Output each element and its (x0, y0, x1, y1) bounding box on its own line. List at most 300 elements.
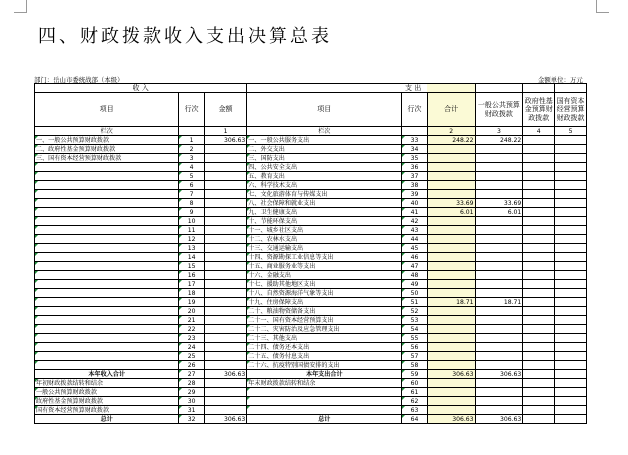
expense-rowno-cell[interactable]: 58 (402, 361, 427, 370)
general-budget-cell[interactable] (475, 253, 523, 262)
income-rowno-cell[interactable]: 20 (179, 307, 204, 316)
state-capital-cell[interactable] (555, 226, 587, 235)
state-capital-cell[interactable] (555, 415, 587, 424)
general-budget-cell[interactable] (475, 325, 523, 334)
income-item-cell[interactable] (35, 253, 179, 262)
expense-rowno-cell[interactable]: 62 (402, 397, 427, 406)
state-capital-cell[interactable] (555, 316, 587, 325)
income-item-cell[interactable] (35, 334, 179, 343)
expense-item-cell[interactable]: 十二、农林水支出 (247, 235, 402, 244)
fund-budget-cell[interactable] (523, 226, 555, 235)
state-capital-cell[interactable] (555, 217, 587, 226)
income-rowno-cell[interactable]: 7 (179, 190, 204, 199)
income-rowno-header[interactable]: 行次 (179, 93, 204, 127)
general-budget-cell[interactable] (475, 145, 523, 154)
state-capital-cell[interactable] (555, 190, 587, 199)
income-amount-cell[interactable] (204, 397, 246, 406)
income-rowno-cell[interactable]: 9 (179, 208, 204, 217)
income-amount-cell[interactable] (204, 343, 246, 352)
total-cell[interactable] (427, 154, 475, 163)
income-item-cell[interactable] (35, 208, 179, 217)
income-item-cell[interactable] (35, 289, 179, 298)
general-budget-cell[interactable] (475, 352, 523, 361)
expense-rowno-cell[interactable]: 46 (402, 253, 427, 262)
state-capital-cell[interactable] (555, 262, 587, 271)
income-amount-cell[interactable] (204, 388, 246, 397)
column-number-3[interactable]: 3 (475, 127, 523, 136)
income-amount-cell[interactable] (204, 244, 246, 253)
expense-item-cell[interactable]: 七、文化旅游体育与传媒支出 (247, 190, 402, 199)
income-rowno-cell[interactable]: 15 (179, 262, 204, 271)
total-cell[interactable] (427, 343, 475, 352)
expense-rowno-cell[interactable]: 39 (402, 190, 427, 199)
fund-budget-cell[interactable] (523, 352, 555, 361)
income-item-cell[interactable] (35, 190, 179, 199)
income-amount-cell[interactable] (204, 163, 246, 172)
income-amount-cell[interactable] (204, 262, 246, 271)
total-cell[interactable] (427, 235, 475, 244)
fund-budget-cell[interactable] (523, 181, 555, 190)
state-capital-cell[interactable] (555, 379, 587, 388)
expense-item-cell[interactable]: 二十六、抗疫特别国债安排的支出 (247, 361, 402, 370)
expense-header-fill[interactable] (523, 84, 555, 93)
income-item-cell[interactable] (35, 361, 179, 370)
expense-item-cell[interactable]: 总计 (247, 415, 402, 424)
expense-rowno-header[interactable]: 行次 (402, 93, 427, 127)
income-rowno-cell[interactable]: 16 (179, 271, 204, 280)
fund-budget-cell[interactable] (523, 190, 555, 199)
fund-budget-cell[interactable] (523, 217, 555, 226)
income-amount-cell[interactable] (204, 379, 246, 388)
expense-rowno-cell[interactable]: 36 (402, 163, 427, 172)
fund-budget-cell[interactable] (523, 199, 555, 208)
income-rowno-cell[interactable]: 8 (179, 199, 204, 208)
fund-budget-cell[interactable] (523, 145, 555, 154)
state-capital-cell[interactable] (555, 361, 587, 370)
income-rowno-cell[interactable]: 14 (179, 253, 204, 262)
general-budget-cell[interactable] (475, 235, 523, 244)
total-cell[interactable] (427, 226, 475, 235)
income-amount-cell[interactable] (204, 289, 246, 298)
income-item-cell[interactable] (35, 316, 179, 325)
expense-item-cell[interactable]: 九、卫生健康支出 (247, 208, 402, 217)
total-cell[interactable] (427, 253, 475, 262)
income-rowno-cell[interactable]: 31 (179, 406, 204, 415)
general-budget-cell[interactable]: 306.63 (475, 370, 523, 379)
income-rowno-cell[interactable]: 19 (179, 298, 204, 307)
expense-item-cell[interactable]: 二、外交支出 (247, 145, 402, 154)
total-cell[interactable] (427, 379, 475, 388)
expense-item-cell[interactable]: 二十五、债务付息支出 (247, 352, 402, 361)
fund-budget-cell[interactable] (523, 316, 555, 325)
income-rowno-cell[interactable]: 26 (179, 361, 204, 370)
income-rowno-cell[interactable]: 22 (179, 325, 204, 334)
expense-rowno-cell[interactable]: 57 (402, 352, 427, 361)
expense-item-cell[interactable]: 十九、住房保障支出 (247, 298, 402, 307)
income-item-cell[interactable] (35, 325, 179, 334)
fund-budget-cell[interactable] (523, 235, 555, 244)
expense-rowno-cell[interactable]: 60 (402, 379, 427, 388)
expense-rowno-cell[interactable]: 48 (402, 271, 427, 280)
income-amount-cell[interactable] (204, 307, 246, 316)
income-amount-header[interactable]: 金额 (204, 93, 246, 127)
fund-budget-cell[interactable] (523, 289, 555, 298)
expense-item-cell[interactable]: 二十一、国有资本经营预算支出 (247, 316, 402, 325)
general-budget-cell[interactable]: 33.69 (475, 199, 523, 208)
total-cell[interactable]: 6.01 (427, 208, 475, 217)
expense-item-cell[interactable] (247, 388, 402, 397)
state-capital-cell[interactable] (555, 334, 587, 343)
income-amount-cell[interactable] (204, 235, 246, 244)
general-budget-cell[interactable]: 248.22 (475, 136, 523, 145)
income-item-cell[interactable] (35, 235, 179, 244)
income-rowno-cell[interactable]: 5 (179, 172, 204, 181)
expense-rowno-cell[interactable]: 35 (402, 154, 427, 163)
expense-item-cell[interactable]: 五、教育支出 (247, 172, 402, 181)
state-capital-header[interactable]: 国有资本经营预算财政拨款 (555, 93, 587, 127)
state-capital-cell[interactable] (555, 271, 587, 280)
fund-budget-cell[interactable] (523, 136, 555, 145)
fund-budget-cell[interactable] (523, 361, 555, 370)
state-capital-cell[interactable] (555, 208, 587, 217)
fund-budget-cell[interactable] (523, 253, 555, 262)
total-cell[interactable]: 18.71 (427, 298, 475, 307)
expense-item-cell[interactable]: 二十三、其他支出 (247, 334, 402, 343)
fund-budget-cell[interactable] (523, 307, 555, 316)
income-rowno-cell[interactable]: 17 (179, 280, 204, 289)
income-item-header[interactable]: 项目 (35, 93, 179, 127)
state-capital-cell[interactable] (555, 406, 587, 415)
total-cell[interactable] (427, 334, 475, 343)
income-rowno-cell[interactable]: 29 (179, 388, 204, 397)
state-capital-cell[interactable] (555, 136, 587, 145)
income-item-cell[interactable]: 政府性基金预算财政拨款 (35, 397, 179, 406)
expense-item-cell[interactable]: 十七、援助其他地区支出 (247, 280, 402, 289)
total-cell[interactable] (427, 388, 475, 397)
expense-item-cell[interactable]: 二十、粮油物资储备支出 (247, 307, 402, 316)
expense-rowno-cell[interactable]: 33 (402, 136, 427, 145)
income-amount-cell[interactable] (204, 361, 246, 370)
general-budget-cell[interactable] (475, 181, 523, 190)
general-budget-cell[interactable]: 306.63 (475, 415, 523, 424)
general-budget-cell[interactable]: 6.01 (475, 208, 523, 217)
fund-budget-cell[interactable] (523, 163, 555, 172)
expense-header-fill[interactable] (475, 84, 523, 93)
expense-rowno-cell[interactable]: 42 (402, 217, 427, 226)
income-item-cell[interactable]: 本年收入合计 (35, 370, 179, 379)
income-rowno-cell[interactable]: 1 (179, 136, 204, 145)
fund-budget-cell[interactable] (523, 244, 555, 253)
income-rowno-cell[interactable]: 12 (179, 235, 204, 244)
income-amount-cell[interactable] (204, 271, 246, 280)
income-item-cell[interactable] (35, 307, 179, 316)
fund-budget-cell[interactable] (523, 298, 555, 307)
fund-budget-cell[interactable] (523, 406, 555, 415)
total-cell[interactable] (427, 181, 475, 190)
expense-rowno-cell[interactable]: 51 (402, 298, 427, 307)
expense-rowno-cell[interactable]: 34 (402, 145, 427, 154)
income-amount-cell[interactable] (204, 181, 246, 190)
income-item-cell[interactable] (35, 298, 179, 307)
state-capital-cell[interactable] (555, 298, 587, 307)
total-cell[interactable] (427, 397, 475, 406)
empty-cell[interactable] (402, 127, 427, 136)
income-item-cell[interactable] (35, 172, 179, 181)
state-capital-cell[interactable] (555, 163, 587, 172)
expense-item-cell[interactable]: 八、社会保障和就业支出 (247, 199, 402, 208)
income-rowno-cell[interactable]: 28 (179, 379, 204, 388)
fund-budget-cell[interactable] (523, 415, 555, 424)
expense-rowno-cell[interactable]: 45 (402, 244, 427, 253)
state-capital-cell[interactable] (555, 244, 587, 253)
total-cell[interactable]: 306.63 (427, 370, 475, 379)
fund-budget-cell[interactable] (523, 172, 555, 181)
fund-budget-cell[interactable] (523, 397, 555, 406)
income-amount-cell[interactable] (204, 199, 246, 208)
income-rowno-cell[interactable]: 23 (179, 334, 204, 343)
general-budget-cell[interactable] (475, 154, 523, 163)
expense-item-cell[interactable]: 十、节能环保支出 (247, 217, 402, 226)
state-capital-cell[interactable] (555, 253, 587, 262)
expense-rowno-cell[interactable]: 43 (402, 226, 427, 235)
total-cell[interactable] (427, 361, 475, 370)
fund-budget-cell[interactable] (523, 262, 555, 271)
state-capital-cell[interactable] (555, 154, 587, 163)
expense-rowno-cell[interactable]: 41 (402, 208, 427, 217)
income-item-cell[interactable] (35, 280, 179, 289)
fund-budget-cell[interactable] (523, 271, 555, 280)
income-amount-cell[interactable] (204, 217, 246, 226)
general-budget-header[interactable]: 一般公共预算财政拨款 (475, 93, 523, 127)
expense-item-cell[interactable]: 十一、城乡社区支出 (247, 226, 402, 235)
total-cell[interactable] (427, 307, 475, 316)
expense-rowno-cell[interactable]: 63 (402, 406, 427, 415)
income-amount-cell[interactable] (204, 145, 246, 154)
general-budget-cell[interactable] (475, 262, 523, 271)
state-capital-cell[interactable] (555, 235, 587, 244)
income-item-cell[interactable] (35, 271, 179, 280)
state-capital-cell[interactable] (555, 343, 587, 352)
expense-item-cell[interactable]: 三、国防支出 (247, 154, 402, 163)
income-amount-cell[interactable] (204, 298, 246, 307)
expense-item-header[interactable]: 项目 (247, 93, 402, 127)
income-rowno-cell[interactable]: 11 (179, 226, 204, 235)
expense-item-cell[interactable] (247, 397, 402, 406)
expense-item-cell[interactable]: 二十二、灾害防治及应急管理支出 (247, 325, 402, 334)
total-cell[interactable] (427, 325, 475, 334)
fund-budget-cell[interactable] (523, 154, 555, 163)
total-header[interactable]: 合计 (427, 93, 475, 127)
income-rowno-cell[interactable]: 32 (179, 415, 204, 424)
fund-budget-cell[interactable] (523, 334, 555, 343)
income-item-cell[interactable]: 一、一般公共预算财政拨款 (35, 136, 179, 145)
income-amount-cell[interactable] (204, 334, 246, 343)
income-item-cell[interactable] (35, 343, 179, 352)
general-budget-cell[interactable] (475, 307, 523, 316)
empty-cell[interactable] (179, 127, 204, 136)
income-amount-cell[interactable] (204, 172, 246, 181)
fund-budget-cell[interactable] (523, 370, 555, 379)
total-cell[interactable] (427, 271, 475, 280)
income-rowno-cell[interactable]: 25 (179, 352, 204, 361)
expense-item-cell[interactable]: 年末财政拨款结转和结余 (247, 379, 402, 388)
state-capital-cell[interactable] (555, 307, 587, 316)
state-capital-cell[interactable] (555, 280, 587, 289)
column-number-4[interactable]: 4 (523, 127, 555, 136)
income-rowno-cell[interactable]: 3 (179, 154, 204, 163)
expense-rowno-cell[interactable]: 38 (402, 181, 427, 190)
expense-rowno-cell[interactable]: 64 (402, 415, 427, 424)
general-budget-cell[interactable] (475, 217, 523, 226)
expense-item-cell[interactable]: 本年支出合计 (247, 370, 402, 379)
state-capital-cell[interactable] (555, 289, 587, 298)
fund-budget-cell[interactable] (523, 280, 555, 289)
general-budget-cell[interactable] (475, 316, 523, 325)
fund-budget-cell[interactable] (523, 343, 555, 352)
expense-header-fill[interactable] (427, 84, 475, 93)
expense-rowno-cell[interactable]: 40 (402, 199, 427, 208)
expense-rowno-cell[interactable]: 44 (402, 235, 427, 244)
general-budget-cell[interactable] (475, 280, 523, 289)
general-budget-cell[interactable] (475, 361, 523, 370)
state-capital-cell[interactable] (555, 145, 587, 154)
general-budget-cell[interactable] (475, 397, 523, 406)
income-rowno-cell[interactable]: 27 (179, 370, 204, 379)
column-number-5[interactable]: 5 (555, 127, 587, 136)
state-capital-cell[interactable] (555, 172, 587, 181)
income-rowno-cell[interactable]: 30 (179, 397, 204, 406)
income-rowno-cell[interactable]: 2 (179, 145, 204, 154)
income-header[interactable]: 收 入 (35, 84, 247, 93)
general-budget-cell[interactable] (475, 334, 523, 343)
general-budget-cell[interactable] (475, 379, 523, 388)
income-item-cell[interactable]: 总计 (35, 415, 179, 424)
total-cell[interactable] (427, 406, 475, 415)
general-budget-cell[interactable] (475, 289, 523, 298)
general-budget-cell[interactable] (475, 163, 523, 172)
fund-budget-cell[interactable] (523, 388, 555, 397)
state-capital-cell[interactable] (555, 388, 587, 397)
expense-item-cell[interactable] (247, 406, 402, 415)
expense-header[interactable]: 支 出 (247, 84, 427, 93)
expense-item-cell[interactable]: 四、公共安全支出 (247, 163, 402, 172)
column-number-1[interactable]: 1 (204, 127, 246, 136)
income-amount-cell[interactable] (204, 154, 246, 163)
state-capital-cell[interactable] (555, 199, 587, 208)
income-item-cell[interactable]: 年初财政拨款结转和结余 (35, 379, 179, 388)
income-amount-cell[interactable]: 306.63 (204, 136, 246, 145)
expense-item-cell[interactable]: 六、科学技术支出 (247, 181, 402, 190)
total-cell[interactable] (427, 316, 475, 325)
general-budget-cell[interactable] (475, 406, 523, 415)
total-cell[interactable] (427, 289, 475, 298)
fund-budget-header[interactable]: 政府性基金预算财政拨款 (523, 93, 555, 127)
fund-budget-cell[interactable] (523, 325, 555, 334)
income-item-cell[interactable]: 三、国有资本经营预算财政拨款 (35, 154, 179, 163)
expense-rowno-cell[interactable]: 50 (402, 289, 427, 298)
expense-rowno-cell[interactable]: 52 (402, 307, 427, 316)
income-item-cell[interactable] (35, 163, 179, 172)
total-cell[interactable] (427, 190, 475, 199)
income-amount-cell[interactable] (204, 190, 246, 199)
total-cell[interactable]: 33.69 (427, 199, 475, 208)
income-item-cell[interactable] (35, 244, 179, 253)
total-cell[interactable]: 248.22 (427, 136, 475, 145)
state-capital-cell[interactable] (555, 352, 587, 361)
expense-item-cell[interactable]: 十五、商业服务业等支出 (247, 262, 402, 271)
income-item-cell[interactable] (35, 199, 179, 208)
income-rowno-cell[interactable]: 21 (179, 316, 204, 325)
state-capital-cell[interactable] (555, 397, 587, 406)
total-cell[interactable] (427, 217, 475, 226)
expense-header-fill[interactable] (555, 84, 587, 93)
income-amount-cell[interactable] (204, 406, 246, 415)
total-cell[interactable] (427, 145, 475, 154)
income-amount-cell[interactable]: 306.63 (204, 415, 246, 424)
income-amount-cell[interactable] (204, 253, 246, 262)
expense-column-label[interactable]: 栏次 (247, 127, 402, 136)
expense-rowno-cell[interactable]: 56 (402, 343, 427, 352)
income-item-cell[interactable]: 国有资本经营预算财政拨款 (35, 406, 179, 415)
income-item-cell[interactable] (35, 262, 179, 271)
general-budget-cell[interactable]: 18.71 (475, 298, 523, 307)
fund-budget-cell[interactable] (523, 379, 555, 388)
expense-rowno-cell[interactable]: 53 (402, 316, 427, 325)
general-budget-cell[interactable] (475, 244, 523, 253)
general-budget-cell[interactable] (475, 172, 523, 181)
total-cell[interactable] (427, 172, 475, 181)
state-capital-cell[interactable] (555, 370, 587, 379)
expense-item-cell[interactable]: 十八、自然资源海洋气象等支出 (247, 289, 402, 298)
income-item-cell[interactable] (35, 217, 179, 226)
expense-rowno-cell[interactable]: 55 (402, 334, 427, 343)
income-item-cell[interactable] (35, 352, 179, 361)
expense-item-cell[interactable]: 十四、资源勘探工业信息等支出 (247, 253, 402, 262)
income-rowno-cell[interactable]: 10 (179, 217, 204, 226)
general-budget-cell[interactable] (475, 226, 523, 235)
expense-item-cell[interactable]: 二十四、债务还本支出 (247, 343, 402, 352)
expense-item-cell[interactable]: 一、一般公共服务支出 (247, 136, 402, 145)
fund-budget-cell[interactable] (523, 208, 555, 217)
total-cell[interactable] (427, 163, 475, 172)
expense-rowno-cell[interactable]: 37 (402, 172, 427, 181)
income-rowno-cell[interactable]: 4 (179, 163, 204, 172)
expense-item-cell[interactable]: 十三、交通运输支出 (247, 244, 402, 253)
income-rowno-cell[interactable]: 13 (179, 244, 204, 253)
income-item-cell[interactable]: 一般公共预算财政拨款 (35, 388, 179, 397)
column-number-2[interactable]: 2 (427, 127, 475, 136)
total-cell[interactable] (427, 352, 475, 361)
income-amount-cell[interactable] (204, 316, 246, 325)
expense-rowno-cell[interactable]: 49 (402, 280, 427, 289)
general-budget-cell[interactable] (475, 190, 523, 199)
income-amount-cell[interactable] (204, 352, 246, 361)
income-amount-cell[interactable]: 306.63 (204, 370, 246, 379)
state-capital-cell[interactable] (555, 181, 587, 190)
general-budget-cell[interactable] (475, 343, 523, 352)
total-cell[interactable]: 306.63 (427, 415, 475, 424)
expense-rowno-cell[interactable]: 59 (402, 370, 427, 379)
income-amount-cell[interactable] (204, 208, 246, 217)
expense-rowno-cell[interactable]: 54 (402, 325, 427, 334)
income-amount-cell[interactable] (204, 226, 246, 235)
income-column-label[interactable]: 栏次 (35, 127, 179, 136)
income-rowno-cell[interactable]: 24 (179, 343, 204, 352)
total-cell[interactable] (427, 280, 475, 289)
income-rowno-cell[interactable]: 6 (179, 181, 204, 190)
total-cell[interactable] (427, 262, 475, 271)
income-rowno-cell[interactable]: 18 (179, 289, 204, 298)
